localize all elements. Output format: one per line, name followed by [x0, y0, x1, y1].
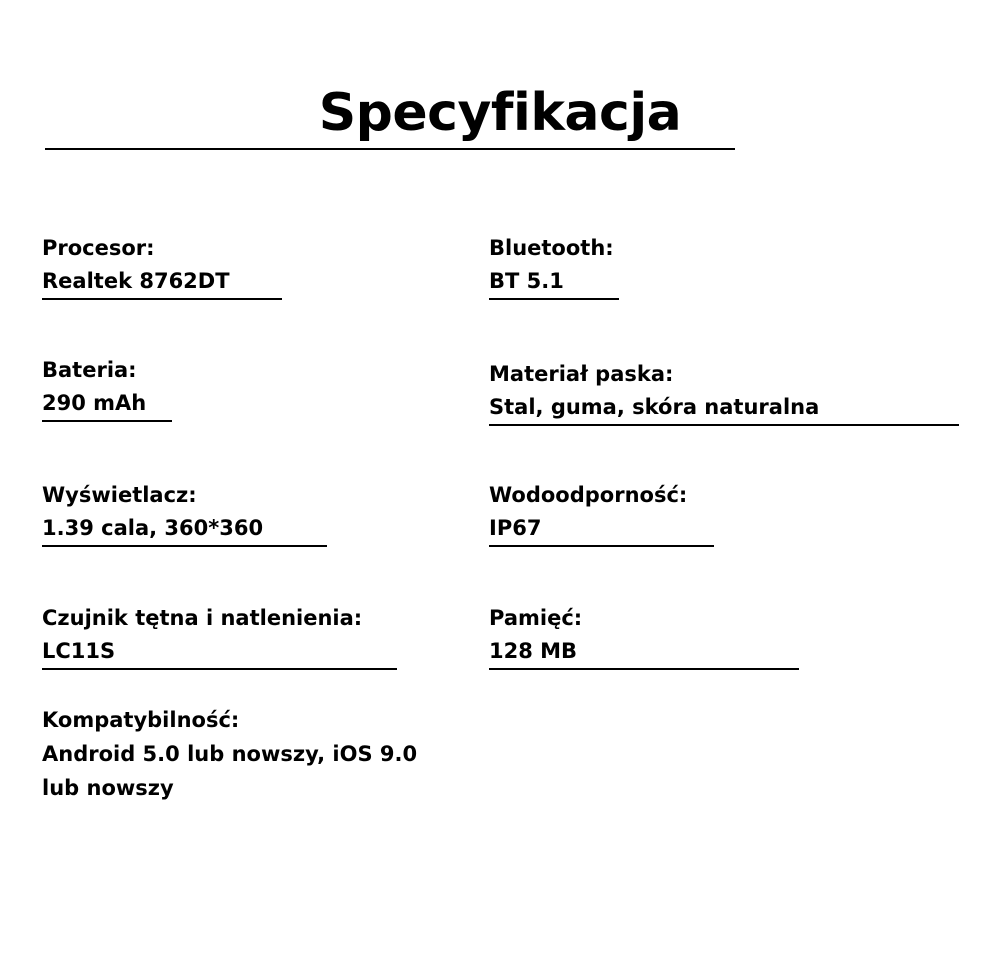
spec-value-line-2: lub nowszy — [42, 775, 174, 800]
spec-value: 290 mAh — [42, 387, 172, 423]
spec-label: Kompatybilność: — [42, 708, 240, 732]
spec-item-heart-rate-sensor — [42, 602, 482, 670]
spec-item-bluetooth — [489, 232, 959, 300]
spec-label: Bateria: — [42, 358, 137, 382]
spec-value: IP67 — [489, 512, 714, 548]
spec-item-compatibility — [42, 704, 682, 805]
spec-label: Procesor: — [42, 236, 155, 260]
spec-label: Materiał paska: — [489, 362, 674, 386]
spec-value: Realtek 8762DT — [42, 265, 282, 301]
spec-item-strap-material — [489, 354, 959, 426]
spec-label: Pamięć: — [489, 606, 583, 630]
spec-item-battery — [42, 354, 482, 422]
spec-value: Stal, guma, skóra naturalna — [489, 391, 959, 427]
spec-item-display — [42, 479, 482, 547]
spec-value: 1.39 cala, 360*360 — [42, 512, 327, 548]
spec-label: Czujnik tętna i natlenienia: — [42, 606, 363, 630]
spec-value: BT 5.1 — [489, 265, 619, 301]
spec-item-water-resistance — [489, 479, 959, 547]
title-underline-rule — [45, 148, 735, 150]
spec-label: Wodoodporność: — [489, 483, 688, 507]
spec-value: 128 MB — [489, 635, 799, 671]
spec-value-line-1: Android 5.0 lub nowszy, iOS 9.0 — [42, 741, 418, 766]
page-title: Specyfikacja — [318, 83, 682, 143]
spec-item-processor — [42, 232, 482, 300]
page-title-block — [0, 83, 1000, 143]
spec-value: LC11S — [42, 635, 397, 671]
spec-label: Wyświetlacz: — [42, 483, 197, 507]
spec-label: Bluetooth: — [489, 236, 614, 260]
spec-item-memory — [489, 602, 959, 670]
